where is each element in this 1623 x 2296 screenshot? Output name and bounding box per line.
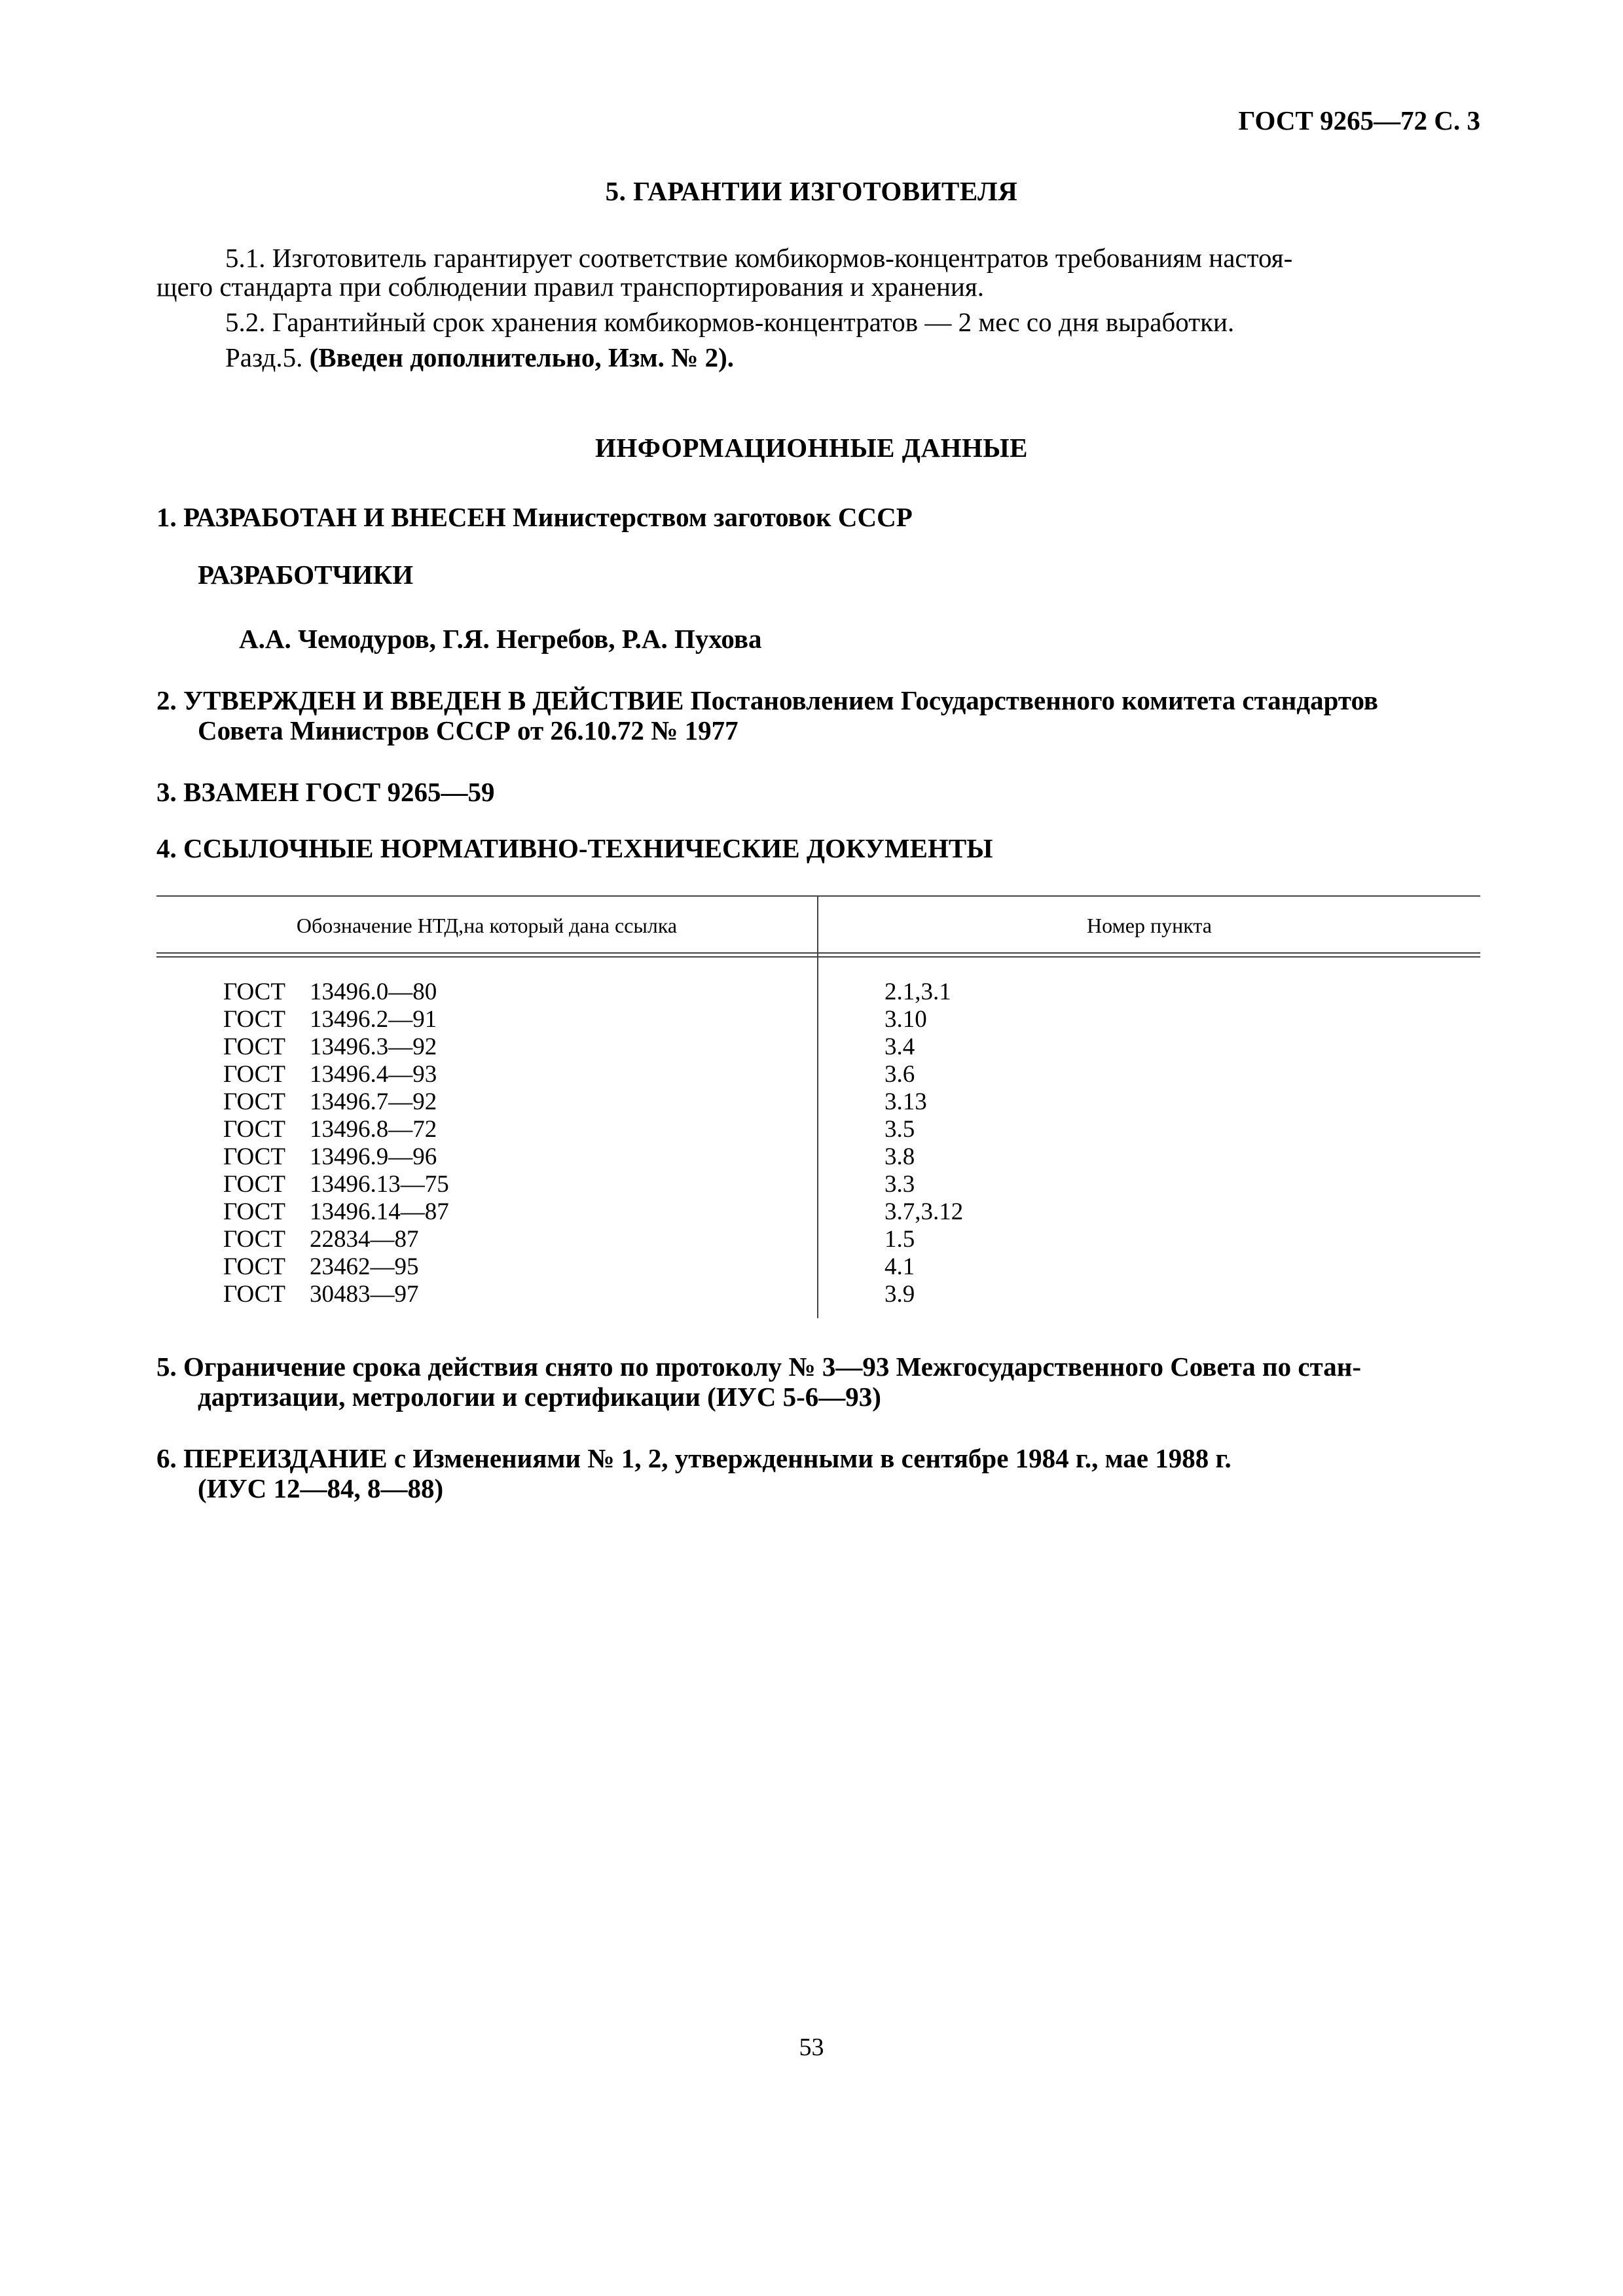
info-item-2-line-2: Совета Министров СССР от 26.10.72 № 1977 (198, 715, 739, 745)
table-header-item-number: Номер пункта (1087, 914, 1212, 937)
table-cell-item: 3.3 (884, 1171, 915, 1198)
table-cell-item: 3.7,3.12 (884, 1198, 964, 1225)
paragraph-5-1-line-2: щего стандарта при соблюдении правил транспортирования и хранения. (156, 272, 984, 302)
info-item-5-line-1: 5. Ограничение срока действия снято по протоколу № 3—93 Межгосударственного Совета по стан- (156, 1352, 1361, 1382)
info-item-3: 3. ВЗАМЕН ГОСТ 9265—59 (156, 777, 495, 807)
table-header-rule (156, 952, 1480, 958)
running-header: ГОСТ 9265—72 С. 3 (1238, 105, 1480, 135)
table-cell-item: 3.10 (884, 1006, 927, 1033)
table-cell-item: 3.13 (884, 1088, 927, 1115)
info-data-title: ИНФОРМАЦИОННЫЕ ДАННЫЕ (595, 433, 1028, 463)
amendment-note (225, 342, 734, 373)
table-cell-document: ГОСТ 23462—95 (223, 1253, 419, 1280)
table-cell-document: ГОСТ 13496.3—92 (223, 1033, 437, 1060)
table-cell-document: ГОСТ 13496.4—93 (223, 1061, 437, 1088)
developers-label: РАЗРАБОТЧИКИ (198, 560, 414, 590)
info-item-5-line-2: дартизации, метрологии и сертификации (ИУС 5-6—93) (198, 1382, 881, 1412)
reference-documents-table (156, 895, 1480, 1318)
table-cell-document: ГОСТ 13496.14—87 (223, 1198, 449, 1225)
table-cell-document: ГОСТ 13496.0—80 (223, 978, 437, 1005)
table-cell-item: 3.4 (884, 1033, 915, 1060)
table-cell-item: 3.6 (884, 1061, 915, 1088)
table-cell-item: 3.9 (884, 1281, 915, 1308)
table-cell-item: 1.5 (884, 1226, 915, 1253)
section-title-guarantees: 5. ГАРАНТИИ ИЗГОТОВИТЕЛЯ (605, 176, 1018, 206)
table-column-divider (817, 895, 818, 1318)
info-item-6-line-1: 6. ПЕРЕИЗДАНИЕ с Изменениями № 1, 2, утвержденными в сентябре 1984 г., мае 1988 г. (156, 1443, 1231, 1473)
table-column-documents (223, 978, 449, 1308)
info-item-6-line-2: (ИУС 12—84, 8—88) (198, 1473, 444, 1503)
info-item-4: 4. ССЫЛОЧНЫЕ НОРМАТИВНО-ТЕХНИЧЕСКИЕ ДОКУМЕНТЫ (156, 833, 993, 863)
table-cell-document: ГОСТ 22834—87 (223, 1226, 419, 1253)
table-cell-document: ГОСТ 13496.8—72 (223, 1116, 437, 1143)
paragraph-5-1-line-1: 5.1. Изготовитель гарантирует соответствие комбикормов-концентратов требованиям настоя- (225, 243, 1293, 273)
developers-names: А.А. Чемодуров, Г.Я. Негребов, Р.А. Пухова (239, 624, 762, 654)
table-cell-document: ГОСТ 13496.9—96 (223, 1143, 437, 1170)
paragraph-5-2: 5.2. Гарантийный срок хранения комбикормов-концентратов — 2 мес со дня выработки. (225, 307, 1235, 337)
table-cell-document: ГОСТ 30483—97 (223, 1281, 419, 1308)
page-number: 53 (799, 2034, 824, 2061)
table-cell-item: 3.8 (884, 1143, 915, 1170)
table-cell-item: 2.1,3.1 (884, 978, 951, 1005)
table-top-rule (156, 895, 1480, 897)
table-cell-document: ГОСТ 13496.2—91 (223, 1006, 437, 1033)
table-header-document: Обозначение НТД,на который дана ссылка (296, 914, 678, 937)
amendment-note-prefix: Разд.5. (225, 342, 310, 372)
table-cell-item: 4.1 (884, 1253, 915, 1280)
table-column-item-numbers (884, 978, 963, 1308)
info-item-1: 1. РАЗРАБОТАН И ВНЕСЕН Министерством заготовок СССР (156, 502, 913, 532)
table-cell-document: ГОСТ 13496.7—92 (223, 1088, 437, 1115)
amendment-note-bold: (Введен дополнительно, Изм. № 2). (309, 342, 734, 372)
info-item-2-line-1: 2. УТВЕРЖДЕН И ВВЕДЕН В ДЕЙСТВИЕ Постановлением Государственного комитета стандартов (156, 685, 1379, 715)
table-cell-item: 3.5 (884, 1116, 915, 1143)
table-cell-document: ГОСТ 13496.13—75 (223, 1171, 449, 1198)
